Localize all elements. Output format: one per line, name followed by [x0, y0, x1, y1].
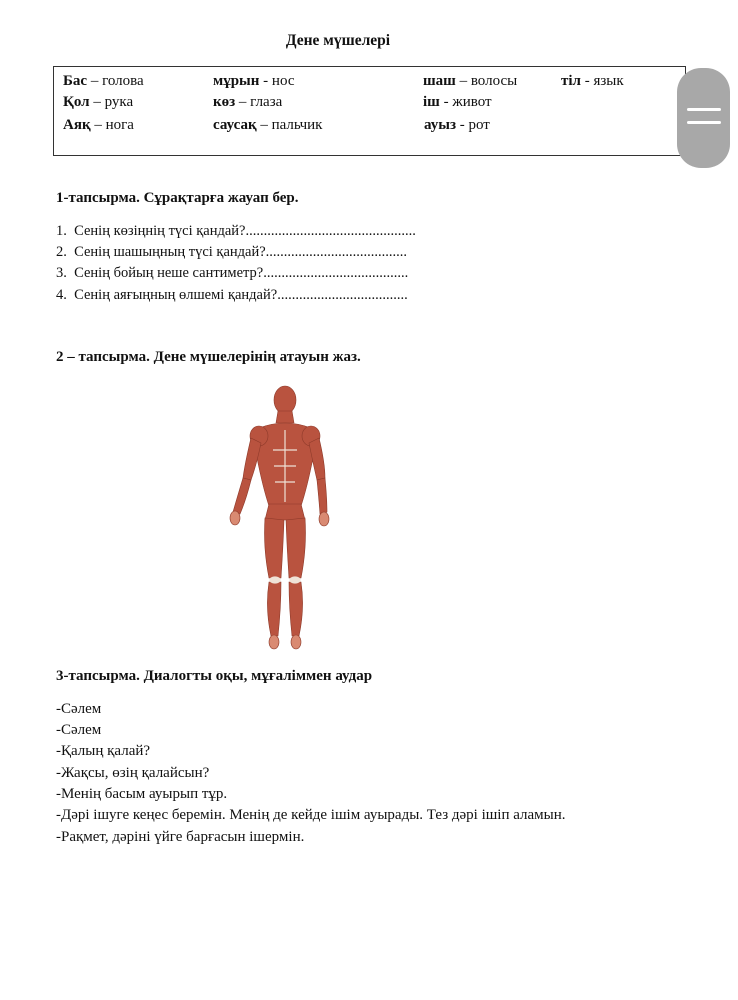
- question-item: 3. Сенің бойың неше сантиметр?........................................: [56, 265, 409, 281]
- figure-left-thigh: [265, 518, 285, 578]
- dialogue-line: -Рақмет, дәріні үйге барғасын ішермін.: [56, 829, 305, 845]
- vocab-item: тіл - язык: [561, 73, 624, 89]
- vocab-item: іш - живот: [423, 94, 492, 110]
- dialogue-line: -Менің басым ауырып тұр.: [56, 786, 228, 802]
- task1-heading: 1-тапсырма. Сұрақтарға жауап бер.: [56, 190, 299, 206]
- dialogue-line: -Дәрі ішуге кеңес беремін. Менің де кейде ішім ауырады. Тез дәрі ішіп аламын.: [56, 807, 566, 823]
- figure-right-hand: [319, 512, 329, 526]
- figure-left-hand: [230, 511, 240, 525]
- figure-pelvis: [265, 504, 305, 520]
- dialogue-line: -Қалың қалай?: [56, 743, 151, 759]
- question-item: 1. Сенің көзіңнің түсі қандай?...............................................: [56, 223, 416, 239]
- dialogue-line: -Сәлем: [56, 722, 102, 738]
- figure-right-thigh: [286, 518, 306, 578]
- figure-left-forearm: [233, 478, 251, 514]
- vocabulary-box: [53, 66, 686, 156]
- page-title: Дене мүшелері: [285, 32, 391, 49]
- figure-left-foot: [269, 635, 279, 649]
- figure-left-lower-leg: [267, 582, 281, 636]
- vocab-item: шаш – волосы: [423, 73, 518, 89]
- vocab-item: саусақ – пальчик: [213, 117, 323, 133]
- figure-right-lower-leg: [289, 582, 303, 636]
- vocab-item: Қол – рука: [63, 94, 134, 110]
- vocab-item: көз – глаза: [213, 94, 283, 110]
- human-muscle-anatomy-figure: [215, 378, 335, 653]
- question-item: 2. Сенің шашыңның түсі қандай?.......................................: [56, 244, 408, 260]
- dialogue-line: -Жақсы, өзің қалайсын?: [56, 765, 210, 781]
- figure-right-foot: [291, 635, 301, 649]
- vocab-item: Аяқ – нога: [63, 117, 134, 133]
- question-item: 4. Сенің аяғыңның өлшемі қандай?....................................: [56, 287, 408, 303]
- task2-heading: 2 – тапсырма. Дене мүшелерінің атауын жаз.: [56, 349, 361, 365]
- vocab-item: мұрын - нос: [213, 73, 295, 89]
- figure-neck: [276, 411, 294, 423]
- task3-heading: 3-тапсырма. Диалогты оқы, мұғаліммен аудар: [56, 668, 373, 684]
- dialogue-line: -Сәлем: [56, 701, 102, 717]
- figure-head: [274, 386, 296, 414]
- figure-right-forearm: [317, 478, 327, 514]
- vocab-item: ауыз - рот: [424, 117, 490, 133]
- hamburger-menu-icon[interactable]: [677, 68, 730, 168]
- vocab-item: Бас – голова: [63, 73, 144, 89]
